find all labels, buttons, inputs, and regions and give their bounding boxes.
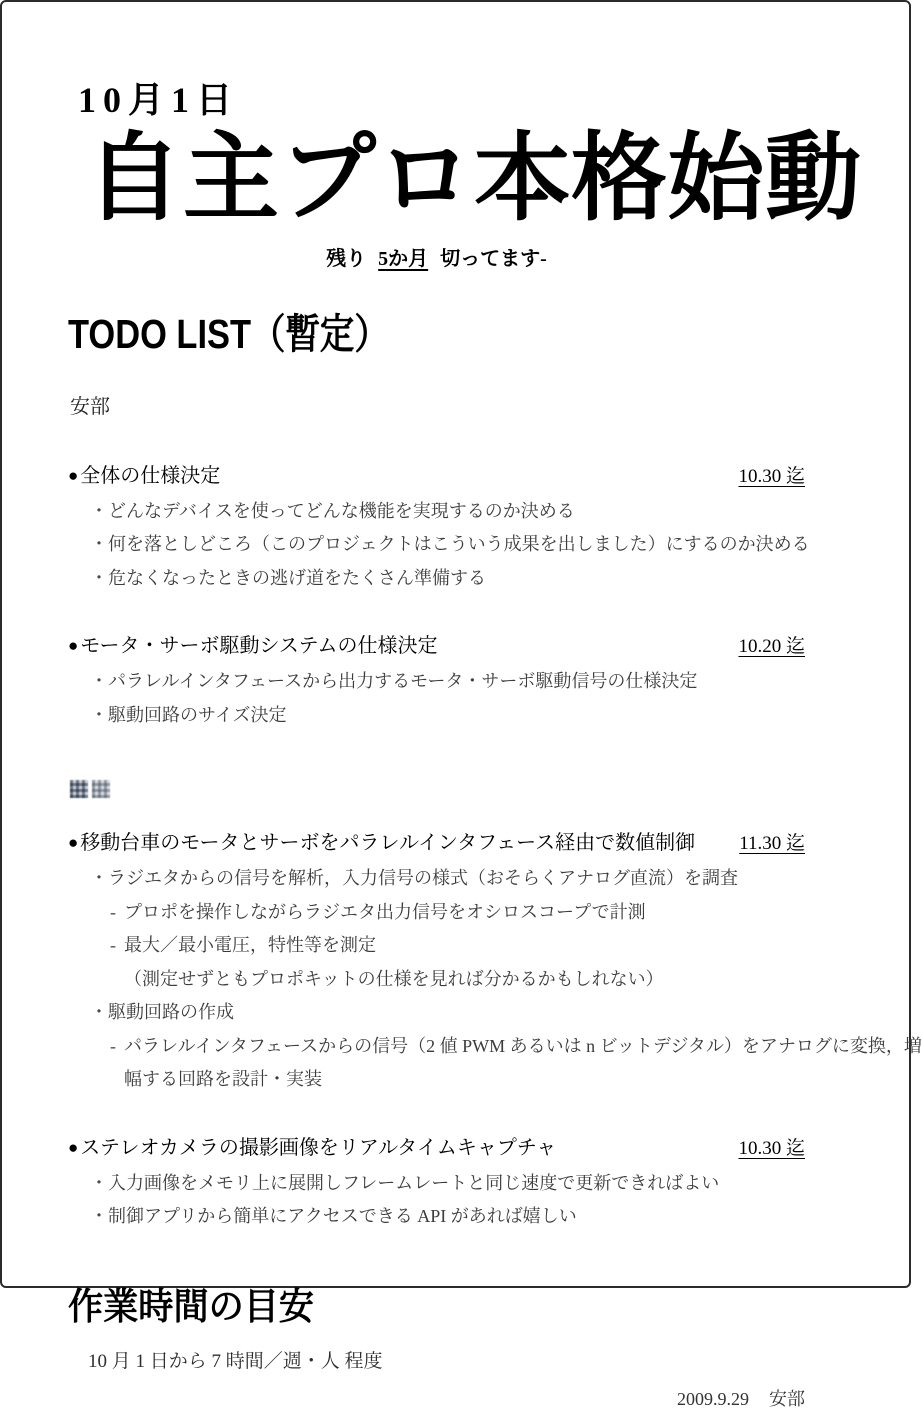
list-item xyxy=(110,934,805,957)
section-title xyxy=(68,629,437,658)
section-title xyxy=(68,826,695,855)
list-item xyxy=(90,1205,805,1228)
signature-author: 安部 xyxy=(769,1388,805,1409)
item-marker xyxy=(110,1068,124,1091)
item-marker: ・ xyxy=(90,567,108,588)
item-text: パラレルインタフェースから出力するモータ・サーボ駆動信号の仕様決定 xyxy=(108,671,698,692)
worktime-heading: 作業時間の目安 xyxy=(68,1285,315,1327)
todo-list-heading: TODO LIST（暫定） xyxy=(68,310,389,357)
owner-name: 安部 xyxy=(70,395,110,418)
todo-section-motor-servo-spec xyxy=(68,629,805,726)
subtitle-highlight: 5か月 xyxy=(378,247,429,270)
bullet-icon: ● xyxy=(68,465,79,485)
pixelated-block xyxy=(70,780,88,798)
item-marker: ・ xyxy=(90,1002,108,1023)
item-text: 何を落としどころ（このプロジェクトはこういう成果を出しました）にするのか決める xyxy=(108,534,810,555)
subtitle xyxy=(68,242,805,271)
signature-date: 2009.9.29 xyxy=(677,1388,749,1409)
item-text: ラジエタからの信号を解析，入力信号の様式（おそらくアナログ直流）を調査 xyxy=(108,868,738,889)
item-text: 入力画像をメモリ上に展開しフレームレートと同じ速度で更新できればよい xyxy=(108,1172,720,1193)
list-item xyxy=(110,968,805,991)
item-text: プロポを操作しながらラジエタ出力信号をオシロスコープで計測 xyxy=(124,901,646,922)
item-text: どんなデバイスを使ってどんな機能を実現するのか決める xyxy=(108,500,575,521)
deadline: 10.30 迄 xyxy=(738,1137,805,1159)
section-header xyxy=(68,459,805,488)
item-text: 制御アプリから簡単にアクセスできる API があれば嬉しい xyxy=(108,1206,577,1227)
pixelated-block xyxy=(92,780,110,798)
list-item xyxy=(90,670,805,693)
list-item xyxy=(90,500,805,523)
section-items xyxy=(90,867,922,1091)
item-marker: ・ xyxy=(90,1206,108,1227)
item-marker: ・ xyxy=(90,671,108,692)
deadline: 10.20 迄 xyxy=(738,636,805,658)
item-marker: ・ xyxy=(90,1172,108,1193)
section-title-text: ステレオカメラの撮影画像をリアルタイムキャプチャ xyxy=(80,1136,557,1159)
section-title xyxy=(68,459,220,488)
subtitle-suffix: 切ってます- xyxy=(440,247,547,270)
section-items xyxy=(90,670,805,726)
bullet-icon: ● xyxy=(68,833,79,853)
section-items xyxy=(90,1172,805,1228)
item-marker: ・ xyxy=(90,704,108,725)
item-marker: ・ xyxy=(90,534,108,555)
section-title-text: 全体の仕様決定 xyxy=(80,464,221,487)
todo-section-overall-spec xyxy=(68,459,810,590)
list-item xyxy=(90,1172,805,1195)
bullet-icon: ● xyxy=(68,636,79,656)
item-marker: - xyxy=(110,1035,116,1056)
todo-section-cart-numeric-control xyxy=(68,826,922,1091)
bullet-icon: ● xyxy=(68,1137,79,1157)
section-title xyxy=(68,1131,556,1160)
list-item xyxy=(90,567,805,590)
section-header xyxy=(68,629,805,658)
worktime-note: 10 月 1 日から 7 時間／週・人 程度 xyxy=(88,1350,383,1372)
main-title: 自主プロ本格始動 xyxy=(86,125,862,232)
list-item xyxy=(90,533,810,556)
item-text: 駆動回路のサイズ決定 xyxy=(108,704,287,725)
todo-section-stereo-camera-capture xyxy=(68,1131,805,1228)
deadline: 11.30 迄 xyxy=(739,833,805,855)
section-title-text: モータ・サーボ駆動システムの仕様決定 xyxy=(80,635,438,658)
redacted-name xyxy=(70,780,805,798)
list-item xyxy=(90,1001,805,1024)
item-text: 最大／最小電圧，特性等を測定 xyxy=(124,935,376,956)
item-marker: ・ xyxy=(90,500,108,521)
item-text: 駆動回路の作成 xyxy=(108,1002,234,1023)
section-items xyxy=(90,500,810,590)
subtitle-prefix: 残り xyxy=(326,247,367,270)
item-marker: - xyxy=(110,935,116,956)
item-text: パラレルインタフェースからの信号（2 値 PWM あるいは n ビットデジタル）をアナログに変換，増 xyxy=(124,1035,922,1056)
item-marker: - xyxy=(110,901,116,922)
list-item xyxy=(90,867,805,890)
list-item xyxy=(110,1068,805,1091)
section-title-text: 移動台車のモータとサーボをパラレルインタフェース経由で数値制御 xyxy=(80,832,696,855)
item-text: 幅する回路を設計・実装 xyxy=(124,1069,322,1090)
signature xyxy=(68,1385,805,1411)
item-marker: ・ xyxy=(90,868,108,889)
list-item xyxy=(90,704,805,727)
deadline: 10.30 迄 xyxy=(738,465,805,487)
section-header xyxy=(68,1131,805,1160)
section-header xyxy=(68,826,805,855)
list-item xyxy=(110,901,805,924)
list-item xyxy=(110,1035,922,1058)
item-text: （測定せずともプロポキットの仕様を見れば分かるかもしれない） xyxy=(124,968,664,989)
item-text: 危なくなったときの逃げ道をたくさん準備する xyxy=(108,567,486,588)
item-marker xyxy=(110,968,124,991)
date-heading: 10月1日 xyxy=(78,80,240,120)
page-content xyxy=(2,72,922,1411)
